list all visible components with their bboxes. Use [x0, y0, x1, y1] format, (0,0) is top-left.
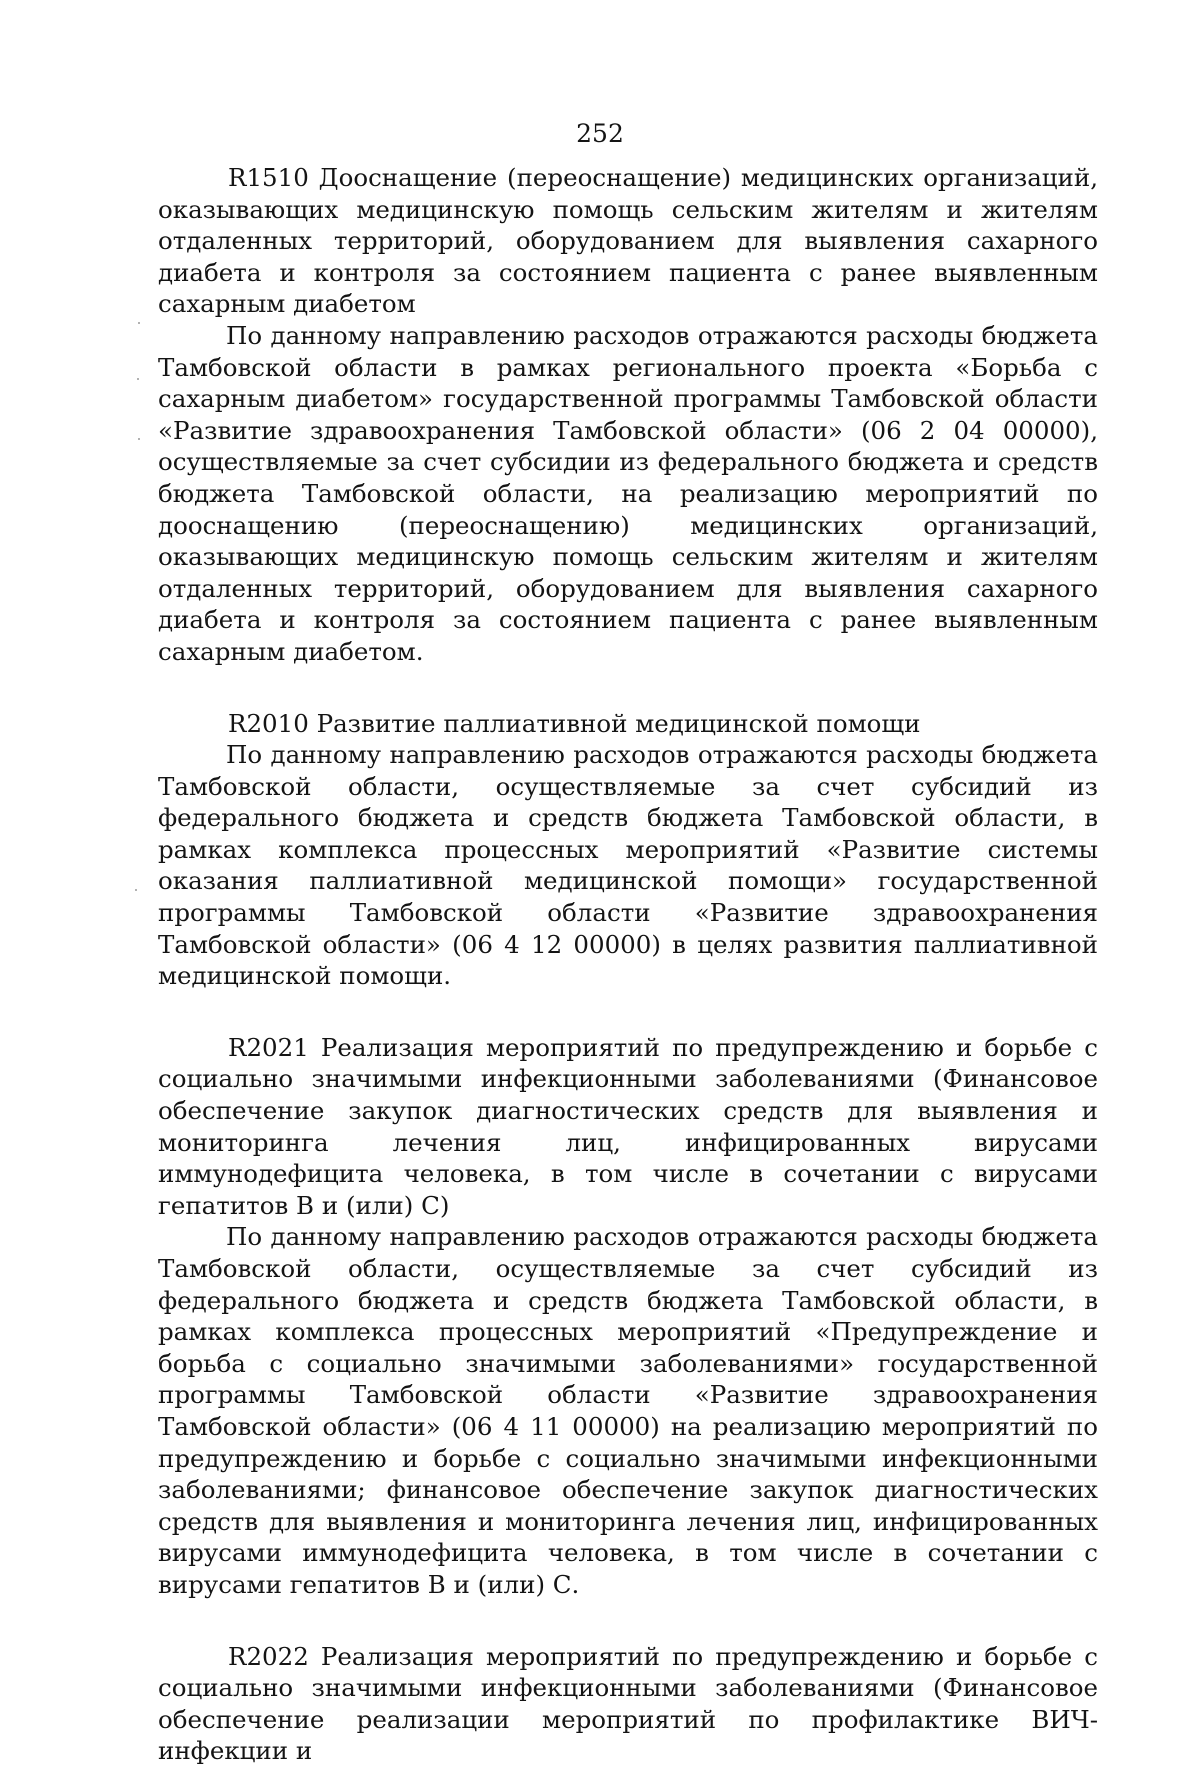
scan-speck	[137, 378, 139, 380]
section-heading-r2021: R2021 Реализация мероприятий по предупреждению и борьбе с социально значимыми инфекционными заболеваниями (Финансовое обеспечение закупок диагностических средств для выявления и мониторинга лечения лиц, инфицированных вирусами иммунодефицита человека, в том числе в сочетании с вирусами гепатитов В и (или) С)	[158, 1032, 1098, 1220]
page-number: 252	[576, 119, 624, 148]
document-body	[158, 162, 1098, 1767]
scan-speck	[138, 322, 140, 324]
section-body-r2021: По данному направлению расходов отражаются расходы бюджета Тамбовской области, осуществляемые за счет субсидий из федерального бюджета и средств бюджета Тамбовской области, в рамках комплекса процессных мероприятий «Предупреждение и борьба с социально значимыми заболеваниями» государственной программы Тамбовской области «Развитие здравоохранения Тамбовской области» (06 4 11 00000) на реализацию мероприятий по предупреждению и борьбе с социально значимыми инфекционными заболеваниями; финансовое обеспечение закупок диагностических средств для выявления и мониторинга лечения лиц, инфицированных вирусами иммунодефицита человека, в том числе в сочетании с вирусами гепатитов В и (или) С.	[158, 1222, 1098, 1599]
section-body-r2010: По данному направлению расходов отражаются расходы бюджета Тамбовской области, осуществляемые за счет субсидий из федерального бюджета и средств бюджета Тамбовской области, в рамках комплекса процессных мероприятий «Развитие системы оказания паллиативной медицинской помощи» государственной программы Тамбовской области «Развитие здравоохранения Тамбовской области» (06 4 12 00000) в целях развития паллиативной медицинской помощи.	[158, 740, 1098, 991]
section-heading-r1510: R1510 Дооснащение (переоснащение) медицинских организаций, оказывающих медицинскую помощь сельским жителям и жителям отдаленных территорий, оборудованием для выявления сахарного диабета и контроля за состоянием пациента с ранее выявленным сахарным диабетом	[158, 163, 1098, 319]
section-body-r1510: По данному направлению расходов отражаются расходы бюджета Тамбовской области в рамках регионального проекта «Борьба с сахарным диабетом» государственной программы Тамбовской области «Развитие здравоохранения Тамбовской области» (06 2 04 00000), осуществляемые за счет субсидии из федерального бюджета и средств бюджета Тамбовской области, на реализацию мероприятий по дооснащению (переоснащению) медицинских организаций, оказывающих медицинскую помощь сельским жителям и жителям отдаленных территорий, оборудованием для выявления сахарного диабета и контроля за состоянием пациента с ранее выявленным сахарным диабетом.	[158, 320, 1098, 666]
section-heading-r2022: R2022 Реализация мероприятий по предупреждению и борьбе с социально значимыми инфекционными заболеваниями (Финансовое обеспечение реализации мероприятий по профилактике ВИЧ-инфекции и	[158, 1641, 1098, 1766]
scan-speck	[138, 438, 140, 440]
section-heading-r2010: R2010 Развитие паллиативной медицинской помощи	[228, 708, 921, 738]
scan-speck	[135, 889, 137, 891]
